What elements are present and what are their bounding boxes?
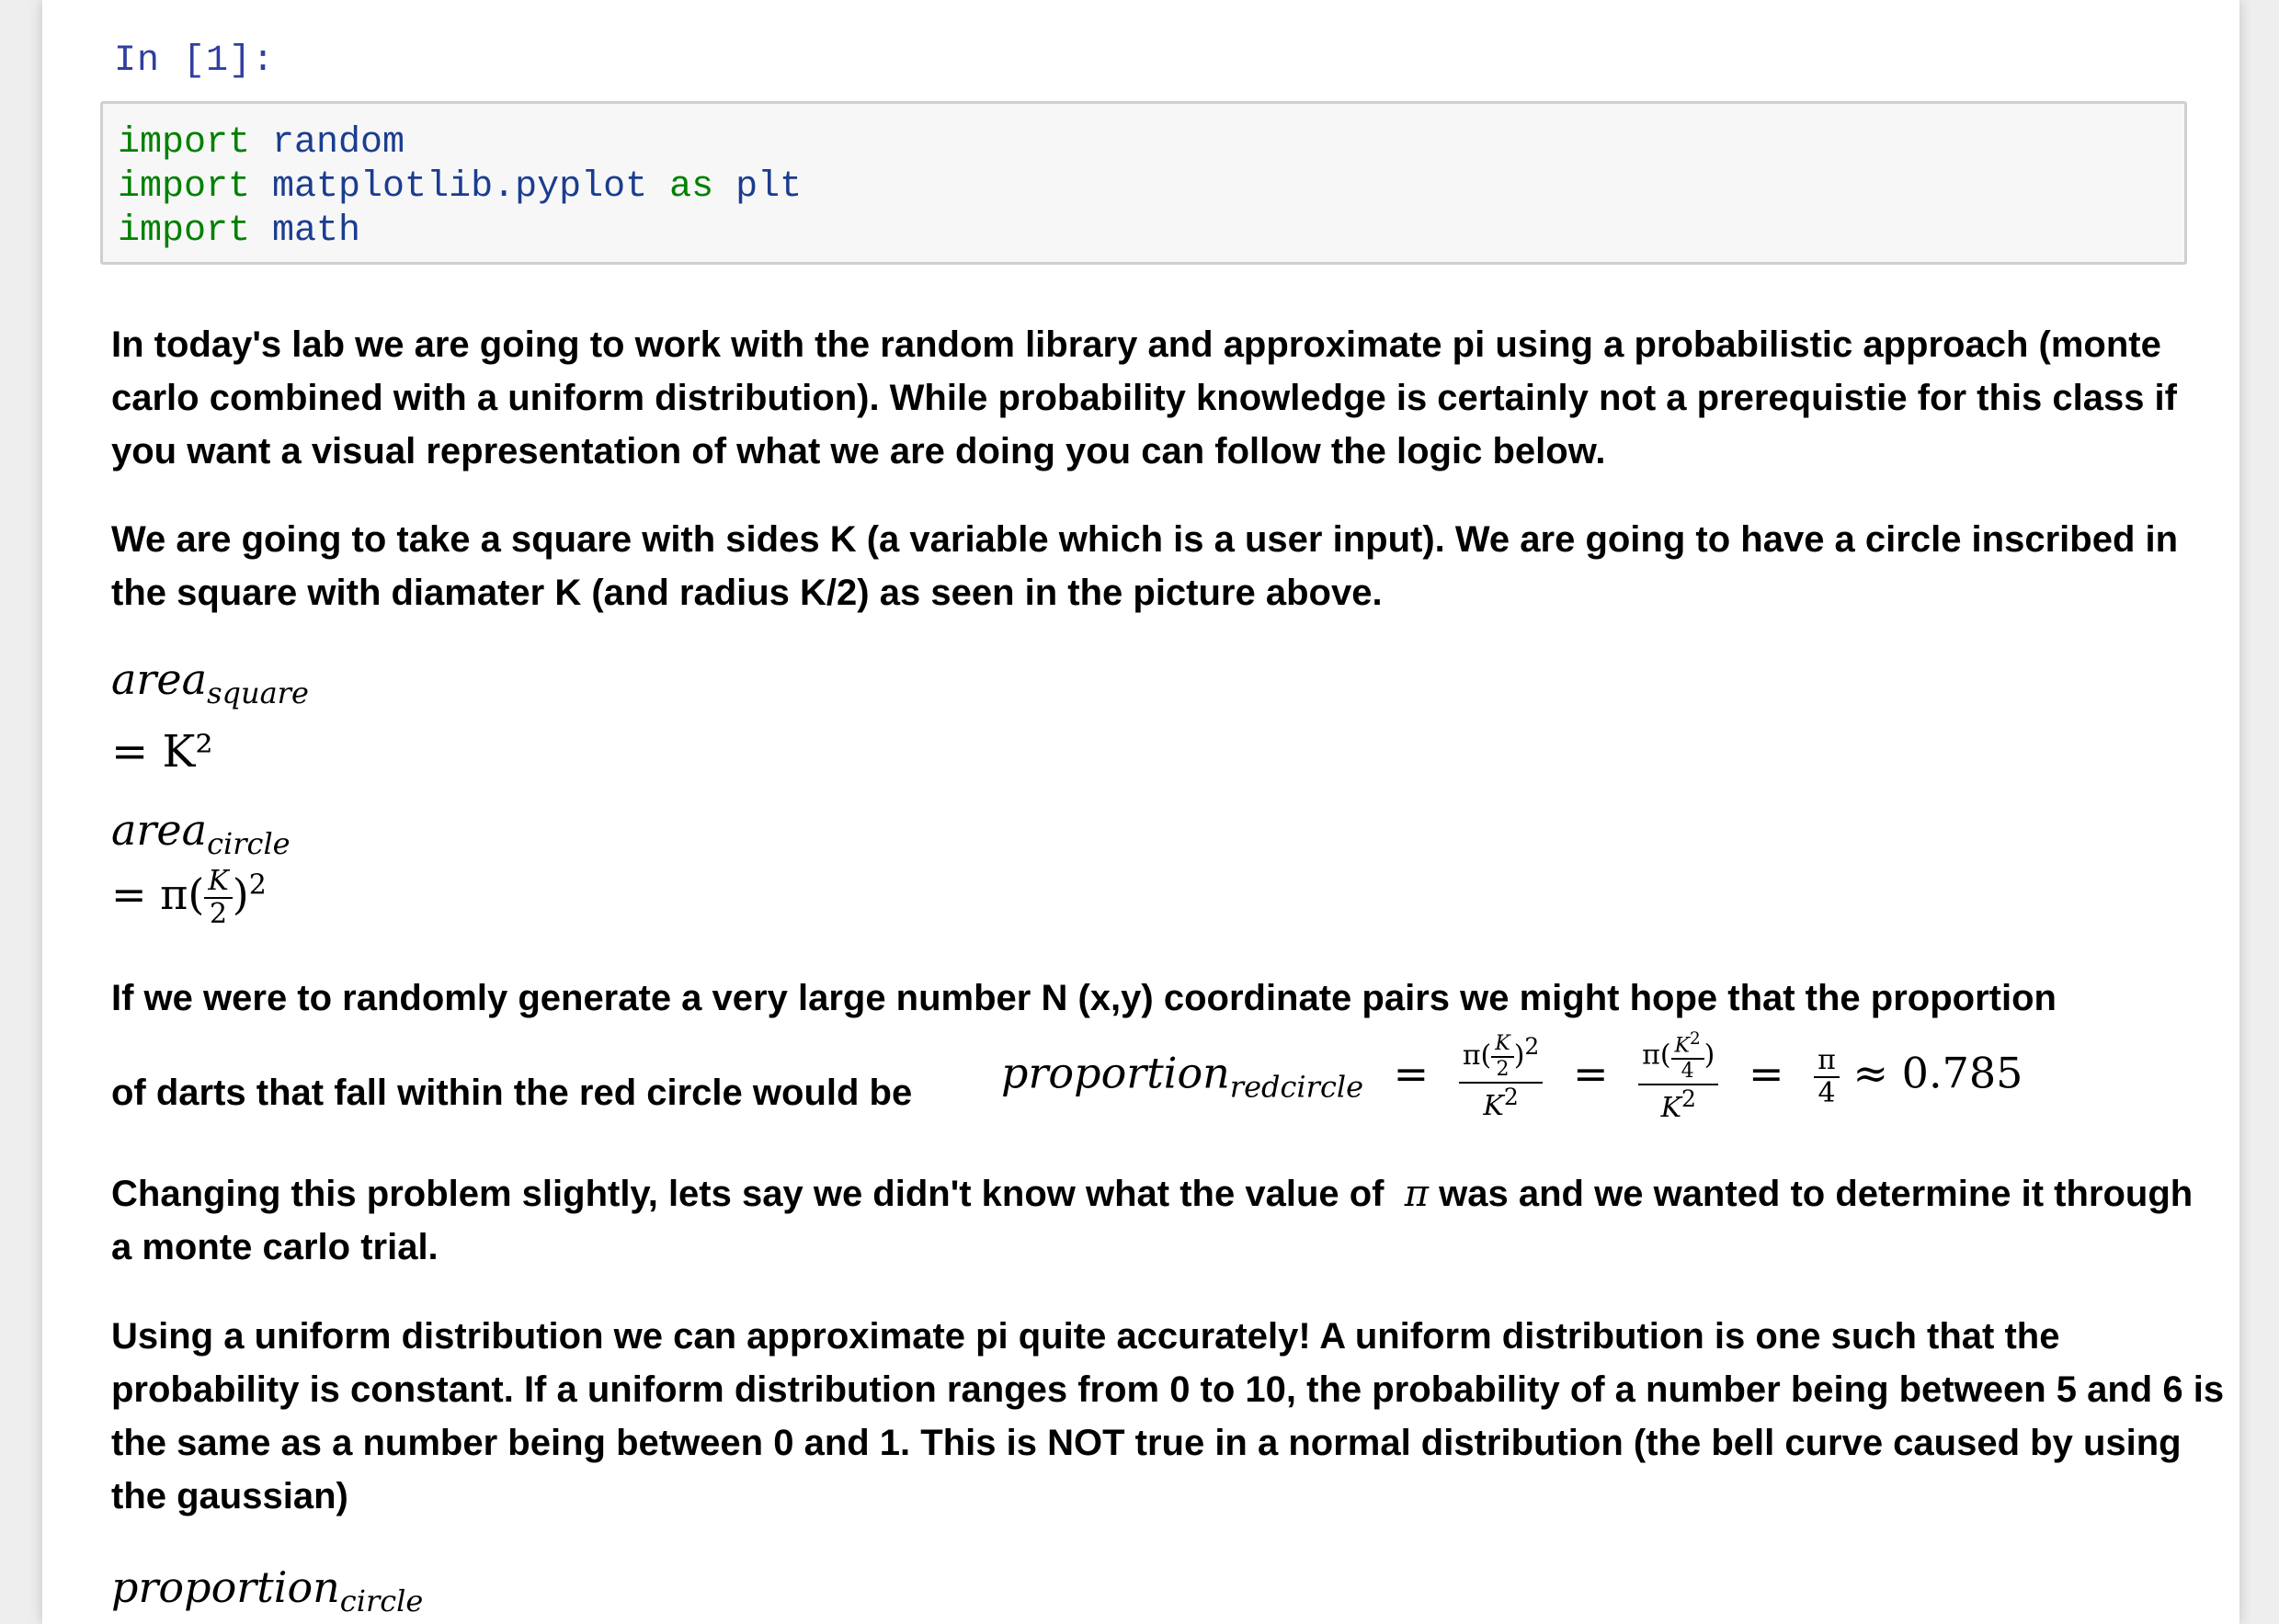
module-name: matplotlib.pyplot (250, 166, 670, 208)
keyword: import (118, 210, 251, 252)
paragraph-uniform: Using a uniform distribution we can approximate pi quite accurately! A uniform distribution is one such that the probability is constant. If a uniform distribution ranges from 0 to 10, the probability of a number being between 5 and 6 is the same as a number being between 0 and 1. This is NOT true in a normal distribution (the bell curve caused by using the gaussian) (111, 1316, 2225, 1516)
code-cell[interactable] (100, 101, 2187, 265)
notebook-page (42, 0, 2239, 1624)
code-line-1 (118, 122, 405, 164)
math-proportion-circle: proportion$_{circle}$ (111, 1562, 424, 1618)
alias-name: plt (713, 166, 803, 208)
math-area-square-label: area$_{square}$ (111, 654, 309, 710)
module-name: random (250, 122, 405, 164)
math-area-circle-label: area$_{circle}$ (111, 805, 291, 861)
paragraph-proportion-line2: of darts that fall within the red circle would be (111, 1073, 913, 1113)
paragraph-square: We are going to take a square with sides K (a variable which is a user input). We are going to have a circle inscribed in the square with diamater K (and radius K/2) as seen in the picture above. (111, 519, 2179, 613)
code-line-3 (118, 210, 360, 252)
keyword: import (118, 122, 251, 164)
module-name: math (250, 210, 361, 252)
keyword: import (118, 166, 251, 208)
keyword: as (669, 166, 714, 208)
math-area-circle-value: = π( $\frac{K}{2}$ )$^2$ (111, 865, 267, 930)
paragraph-intro: In today's lab we are going to work with the random library and approximate pi using a probabilistic approach (monte carlo combined with a uniform distribution). While probability knowledge is certainly not a prerequistie for this class if you want a visual representation of what we are doing you can follow the logic below. (111, 324, 2177, 471)
math-proportion-formula: proportion$_{redcircle}$ = π( $\frac{K}{2}$ )$^2$ $K^2$ = π( $\frac{K^2}{4}$ ) $K^2$ = $\frac{\pi}{4}$ ≈ 0.785 (1001, 1029, 2023, 1125)
paragraph-proportion-line1: If we were to randomly generate a very large number N (x,y) coordinate pairs we might hope that the proportion (111, 978, 2057, 1018)
pi-symbol: π (1404, 1173, 1430, 1215)
code-line-2 (118, 166, 802, 208)
math-area-square-value: = K² (111, 726, 213, 778)
paragraph-changing: Changing this problem slightly, lets say we didn't know what the value of π was and we wanted to determine it through a monte carlo trial. (111, 1173, 2194, 1267)
input-prompt: In [1]: (114, 40, 276, 82)
